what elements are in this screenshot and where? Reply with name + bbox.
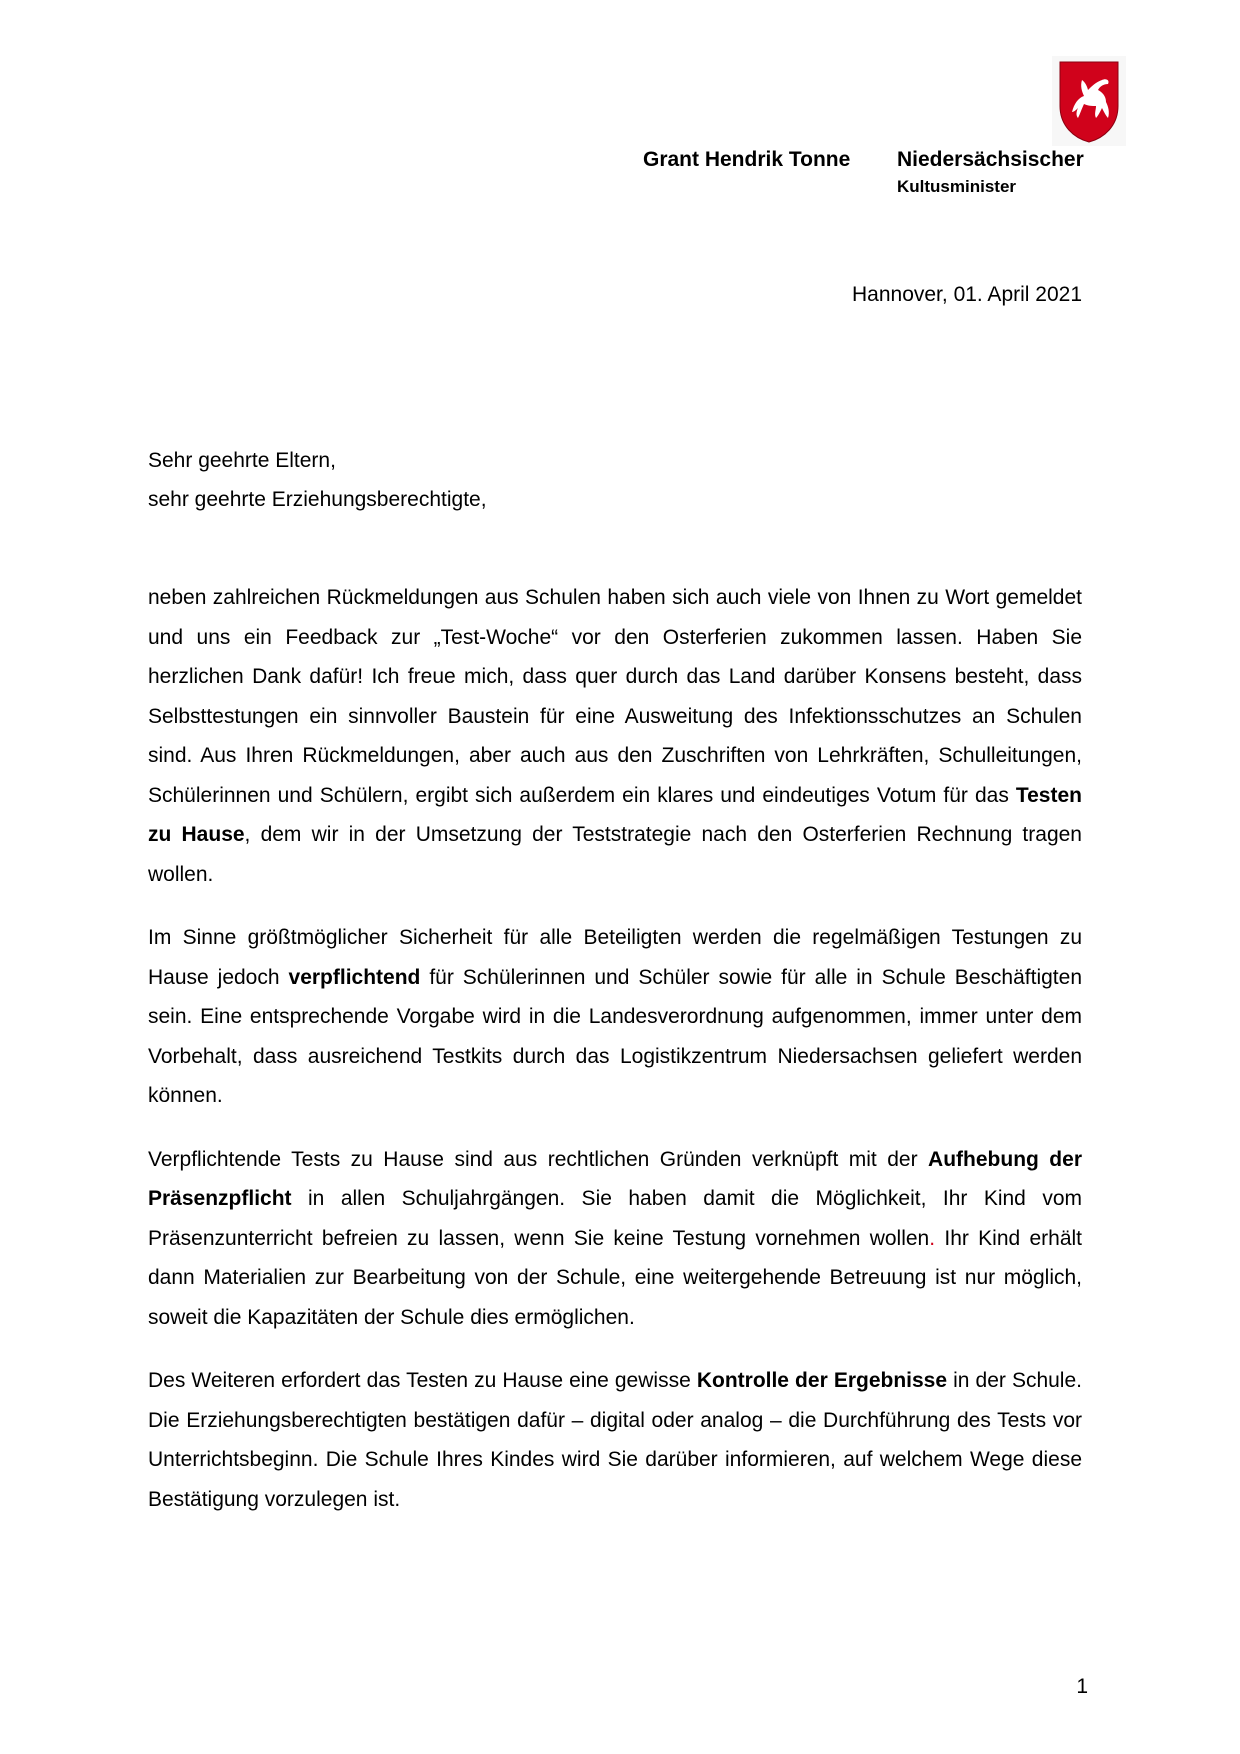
paragraph-3-text-b: in allen Schuljahrgängen. Sie haben damit die Möglichkeit, Ihr Kind vom Präsenzunterricht befreien zu lassen, wenn Sie keine Testung vornehmen wollen bbox=[148, 1187, 1082, 1250]
paragraph-2-emphasis: verpflichtend bbox=[288, 965, 421, 989]
salutation-line1: Sehr geehrte Eltern, bbox=[148, 449, 336, 472]
paragraph-3 bbox=[148, 1140, 1082, 1338]
paragraph-2-text-b: für Schülerinnen und Schüler sowie für alle in Schule Beschäftigten sein. Eine entsprechende Vorgabe wird in die Landesverordnung aufgenommen, immer unter dem Vorbehalt, dass ausreichend Testkits durch das Logistikzentrum Niedersachsen geliefert werden können. bbox=[148, 965, 1082, 1107]
date-line: Hannover, 01. April 2021 bbox=[852, 283, 1082, 306]
paragraph-3-text-a: Verpflichtende Tests zu Hause sind aus rechtlichen Gründen verknüpft mit der bbox=[148, 1147, 929, 1171]
paragraph-1-text-b: , dem wir in der Umsetzung der Teststrategie nach den Osterferien Rechnung tragen wollen. bbox=[148, 823, 1082, 886]
paragraph-3-emphasis: Aufhebung der Präsenzpflicht bbox=[148, 1147, 1082, 1210]
sender-title-line1: Niedersächsischer bbox=[897, 148, 1084, 171]
lower-saxony-crest-icon bbox=[1052, 56, 1126, 146]
paragraph-1 bbox=[148, 578, 1082, 894]
paragraph-2-text-a: Im Sinne größtmöglicher Sicherheit für alle Beteiligten werden die regelmäßigen Testungen zu Hause jedoch bbox=[148, 926, 1082, 989]
sender-name: Grant Hendrik Tonne bbox=[643, 148, 851, 171]
paragraph-2 bbox=[148, 918, 1082, 1116]
salutation-line2: sehr geehrte Erziehungsberechtigte, bbox=[148, 488, 487, 511]
paragraph-3-text-c: Ihr Kind erhält dann Materialien zur Bearbeitung von der Schule, eine weitergehende Betreuung ist nur möglich, soweit die Kapazitäten der Schule dies ermöglichen. bbox=[148, 1226, 1083, 1329]
paragraph-3-red-period: . bbox=[929, 1226, 936, 1250]
paragraph-4-text-a: Des Weiteren erfordert das Testen zu Hause eine gewisse bbox=[148, 1369, 697, 1392]
letter-body bbox=[148, 578, 1082, 1543]
sender-title-line2: Kultusminister bbox=[897, 177, 1017, 196]
paragraph-1-emphasis: Testen zu Hause bbox=[148, 783, 1082, 846]
paragraph-4 bbox=[148, 1361, 1082, 1519]
page-number: 1 bbox=[1076, 1675, 1088, 1698]
paragraph-1-text-a: neben zahlreichen Rückmeldungen aus Schulen haben sich auch viele von Ihnen zu Wort gemeldet und uns ein Feedback zur „Test-Woche“ vor den Osterferien zukommen lassen. Haben Sie herzlichen Dank dafür! Ich freue mich, dass quer durch das Land darüber Konsens besteht, dass Selbsttestungen ein sinnvoller Baustein für eine Ausweitung des Infektionsschutzes an Schulen sind. Aus Ihren Rückmeldungen, aber auch aus den Zuschriften von Lehrkräften, Schulleitungen, Schülerinnen und Schülern, ergibt sich außerdem ein klares und eindeutiges Votum für das bbox=[148, 586, 1082, 807]
paragraph-4-text-b: in der Schule. Die Erziehungsberechtigten bestätigen dafür – digital oder analog – die Durchführung des Tests vor Unterrichtsbeginn. Die Schule Ihres Kindes wird Sie darüber informieren, auf welchem Wege diese Bestätigung vorzulegen ist. bbox=[148, 1369, 1082, 1511]
paragraph-4-emphasis: Kontrolle der Ergebnisse bbox=[696, 1369, 948, 1392]
salutation bbox=[148, 441, 487, 519]
